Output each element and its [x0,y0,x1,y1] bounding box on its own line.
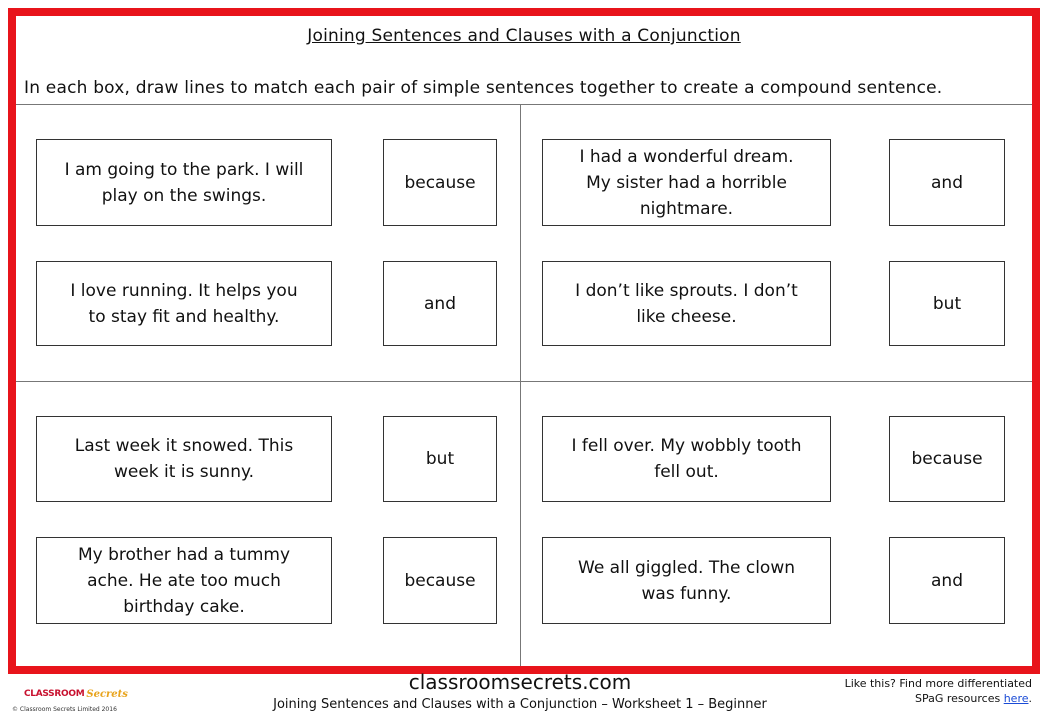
promo-end: . [1028,692,1032,705]
conjunction-box: because [383,537,497,624]
footer-site-name: classroomsecrets.com [408,670,632,694]
promo-here-link[interactable]: here [1003,692,1029,705]
conjunction-box: but [383,416,497,502]
promo-line-2 [802,691,1032,706]
conjunction-box: but [889,261,1005,346]
copyright-text: © Classroom Secrets Limited 2016 [12,706,117,713]
conjunction-box: and [889,537,1005,624]
sentence-box: I don’t like sprouts. I don’t like cheese. [542,261,831,346]
divider-vertical [520,104,521,666]
worksheet-frame [8,8,1040,674]
conjunction-box: and [889,139,1005,226]
conjunction-box: and [383,261,497,346]
sentence-box: I love running. It helps you to stay fit and healthy. [36,261,332,346]
conjunction-box: because [889,416,1005,502]
sentence-box: We all giggled. The clown was funny. [542,537,831,624]
footer-worksheet-subtitle: Joining Sentences and Clauses with a Conjunction – Worksheet 1 – Beginner [273,697,767,712]
logo-word-classroom: CLASSROOM [24,689,85,699]
logo-word-secrets: Secrets [86,688,128,700]
sentence-box: Last week it snowed. This week it is sunny. [36,416,332,502]
conjunction-box: because [383,139,497,226]
promo-line-2-text: SPaG resources [915,692,1001,705]
worksheet-instruction: In each box, draw lines to match each pair of simple sentences together to create a compound sentence. [24,78,943,98]
sentence-box: My brother had a tummy ache. He ate too much birthday cake. [36,537,332,624]
promo-line-1: Like this? Find more differentiated [844,677,1032,690]
sentence-box: I had a wonderful dream. My sister had a horrible nightmare. [542,139,831,226]
sentence-box: I fell over. My wobbly tooth fell out. [542,416,831,502]
promo-text [802,676,1032,706]
worksheet-title: Joining Sentences and Clauses with a Conjunction [307,26,741,46]
divider-middle [16,381,1032,382]
divider-top [16,104,1032,105]
sentence-box: I am going to the park. I will play on the swings. [36,139,332,226]
